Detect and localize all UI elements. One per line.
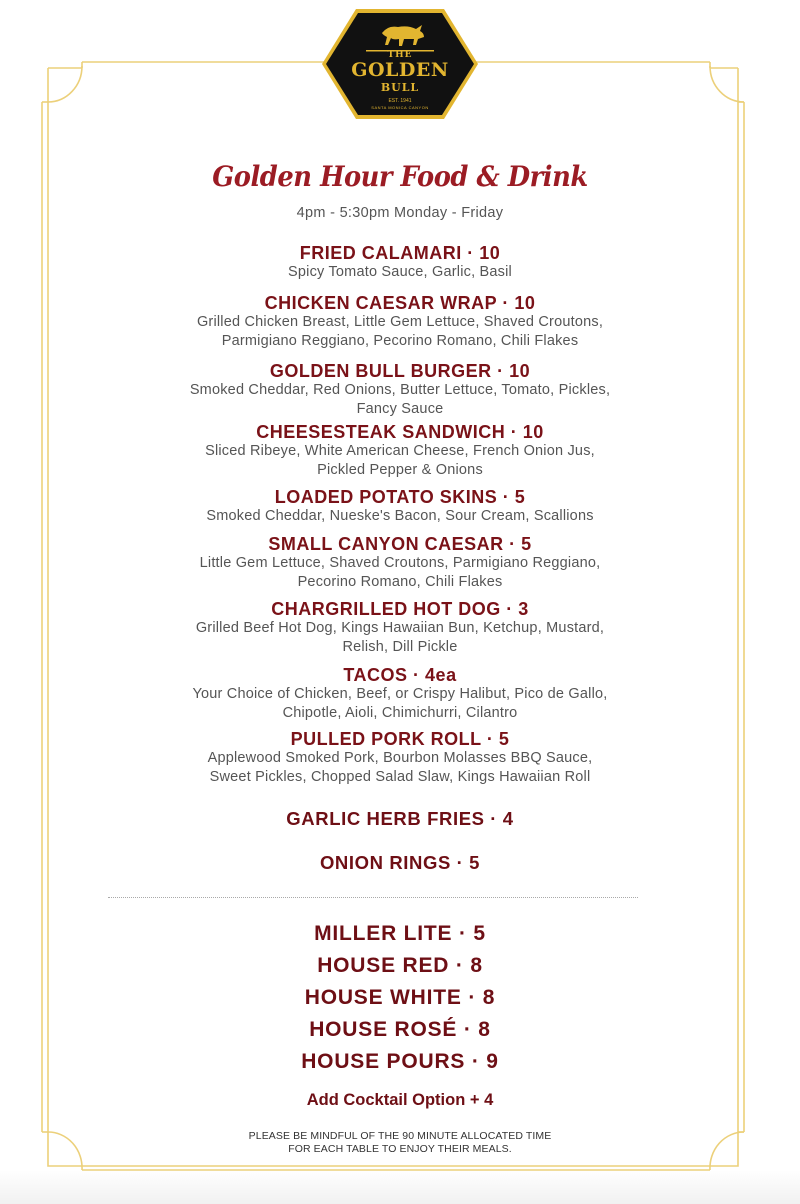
drink-item: HOUSE POURS · 9 bbox=[301, 1050, 499, 1073]
menu-item bbox=[0, 243, 800, 282]
drink-item: HOUSE WHITE · 8 bbox=[304, 986, 496, 1009]
section-divider bbox=[108, 897, 638, 898]
drink-item: MILLER LITE · 5 bbox=[314, 922, 486, 945]
item-description: Applewood Smoked Pork, Bourbon Molasses BBQ Sauce, bbox=[207, 750, 593, 766]
item-name: CHARGRILLED HOT DOG · 3 bbox=[271, 599, 529, 619]
logo-established: EST. 1941 bbox=[388, 98, 412, 104]
logo-text-bull: BULL bbox=[380, 81, 420, 94]
menu-item bbox=[0, 534, 800, 592]
menu-item bbox=[0, 293, 800, 351]
item-description: Relish, Dill Pickle bbox=[342, 639, 458, 655]
drink-item: HOUSE RED · 8 bbox=[317, 954, 483, 977]
item-description: Smoked Cheddar, Red Onions, Butter Lettuce, Tomato, Pickles, bbox=[189, 382, 611, 398]
item-description: Pecorino Romano, Chili Flakes bbox=[297, 574, 503, 590]
logo-text-the: THE bbox=[387, 50, 413, 60]
menu-title: Golden Hour Food & Drink bbox=[212, 160, 588, 193]
menu-item bbox=[0, 729, 800, 787]
item-description: Grilled Beef Hot Dog, Kings Hawaiian Bun, Ketchup, Mustard, bbox=[195, 620, 605, 636]
item-description: Little Gem Lettuce, Shaved Croutons, Parmigiano Reggiano, bbox=[199, 555, 601, 571]
cocktail-addon: Add Cocktail Option + 4 bbox=[306, 1091, 494, 1109]
item-name: CHEESESTEAK SANDWICH · 10 bbox=[256, 422, 544, 442]
drinks-list bbox=[0, 918, 800, 1078]
menu-item bbox=[0, 487, 800, 526]
notice-line: FOR EACH TABLE TO ENJOY THEIR MEALS. bbox=[288, 1143, 512, 1155]
item-name: CHICKEN CAESAR WRAP · 10 bbox=[264, 293, 536, 313]
item-description: Your Choice of Chicken, Beef, or Crispy Halibut, Pico de Gallo, bbox=[192, 686, 608, 702]
notice-line: PLEASE BE MINDFUL OF THE 90 MINUTE ALLOCATED TIME bbox=[248, 1130, 552, 1142]
item-description: Sweet Pickles, Chopped Salad Slaw, Kings Hawaiian Roll bbox=[209, 769, 591, 785]
item-description: Sliced Ribeye, White American Cheese, French Onion Jus, bbox=[205, 443, 595, 459]
logo-text-golden: GOLDEN bbox=[351, 59, 449, 81]
item-description: Fancy Sauce bbox=[356, 401, 444, 417]
side-item: ONION RINGS · 5 bbox=[319, 852, 481, 873]
item-description: Spicy Tomato Sauce, Garlic, Basil bbox=[288, 264, 512, 280]
logo-location: SANTA MONICA CANYON bbox=[371, 105, 429, 110]
menu-item bbox=[0, 361, 800, 419]
item-name: PULLED PORK ROLL · 5 bbox=[290, 729, 510, 749]
item-name: LOADED POTATO SKINS · 5 bbox=[274, 487, 526, 507]
item-name: SMALL CANYON CAESAR · 5 bbox=[268, 534, 532, 554]
menu-hours: 4pm - 5:30pm Monday - Friday bbox=[296, 205, 504, 221]
item-name: FRIED CALAMARI · 10 bbox=[299, 243, 501, 263]
item-description: Pickled Pepper & Onions bbox=[317, 462, 483, 478]
golden-bull-logo bbox=[318, 5, 482, 123]
drink-item: HOUSE ROSÉ · 8 bbox=[309, 1018, 491, 1041]
time-notice bbox=[0, 1130, 800, 1156]
item-description: Grilled Chicken Breast, Little Gem Lettuce, Shaved Croutons, bbox=[196, 314, 604, 330]
item-description: Smoked Cheddar, Nueske's Bacon, Sour Cream, Scallions bbox=[206, 508, 594, 524]
side-item: GARLIC HERB FRIES · 4 bbox=[286, 808, 514, 829]
menu-item bbox=[0, 599, 800, 657]
item-description: Parmigiano Reggiano, Pecorino Romano, Chili Flakes bbox=[221, 333, 579, 349]
menu-item bbox=[0, 665, 800, 723]
item-name: GOLDEN BULL BURGER · 10 bbox=[269, 361, 531, 381]
item-description: Chipotle, Aioli, Chimichurri, Cilantro bbox=[282, 705, 518, 721]
menu-item bbox=[0, 422, 800, 480]
item-name: TACOS · 4ea bbox=[343, 665, 457, 685]
